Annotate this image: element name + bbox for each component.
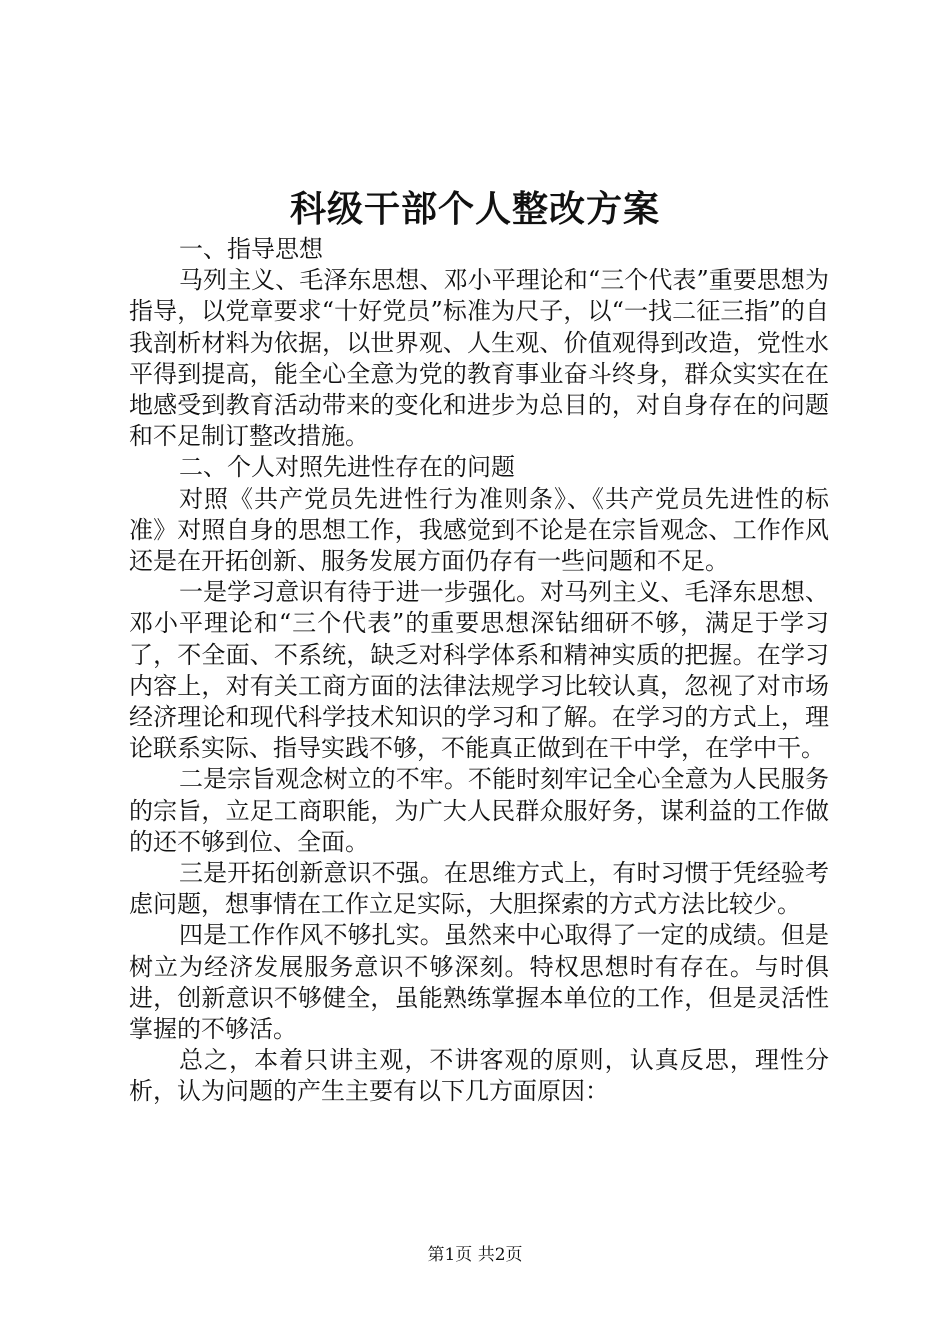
- paragraph: 对照《共产党员先进性行为准则条》、《共产党员先进性的标准》对照自身的思想工作，我感觉到不论是在宗旨观念、工作作风还是在开拓创新、服务发展方面仍存有一些问题和不足。: [129, 484, 829, 576]
- document-body: [129, 234, 829, 1108]
- paragraph: 二是宗旨观念树立的不牢。不能时刻牢记全心全意为人民服务的宗旨，立足工商职能，为广大人民群众服好务，谋利益的工作做的还不够到位、全面。: [129, 765, 829, 856]
- document-title: 科级干部个人整改方案: [289, 188, 660, 230]
- paragraph: 四是工作作风不够扎实。虽然来中心取得了一定的成绩。但是树立为经济发展服务意识不够深刻。特权思想时有存在。与时俱进，创新意识不够健全，虽能熟练掌握本单位的工作，但是灵活性掌握的不够活。: [129, 921, 829, 1044]
- page-footer: 第1页 共2页: [427, 1245, 523, 1265]
- section-heading: 二、个人对照先进性存在的问题: [179, 453, 515, 482]
- paragraph: 三是开拓创新意识不强。在思维方式上，有时习惯于凭经验考虑问题，想事情在工作立足实际，大胆探索的方式方法比较少。: [129, 859, 829, 919]
- paragraph: 一是学习意识有待于进一步强化。对马列主义、毛泽东思想、邓小平理论和“三个代表”的重要思想深钻细研不够，满足于学习了，不全面、不系统，缺乏对科学体系和精神实质的把握。在学习内容上，对有关工商方面的法律法规学习比较认真，忽视了对市场经济理论和现代科学技术知识的学习和了解。在学习的方式上，理论联系实际、指导实践不够，不能真正做到在干中学，在学中干。: [129, 578, 829, 763]
- paragraph: 总之，本着只讲主观，不讲客观的原则，认真反思，理性分析，认为问题的产生主要有以下几方面原因：: [129, 1046, 829, 1106]
- section-heading: 一、指导思想: [179, 235, 323, 263]
- paragraph: 马列主义、毛泽东思想、邓小平理论和“三个代表”重要思想为指导，以党章要求“十好党员”标准为尺子，以“一找二征三指”的自我剖析材料为依据，以世界观、人生观、价值观得到改造，党性水平得到提高，能全心全意为党的教育事业奋斗终身，群众实实在在地感受到教育活动带来的变化和进步为总目的，对自身存在的问题和不足制订整改措施。: [129, 266, 829, 451]
